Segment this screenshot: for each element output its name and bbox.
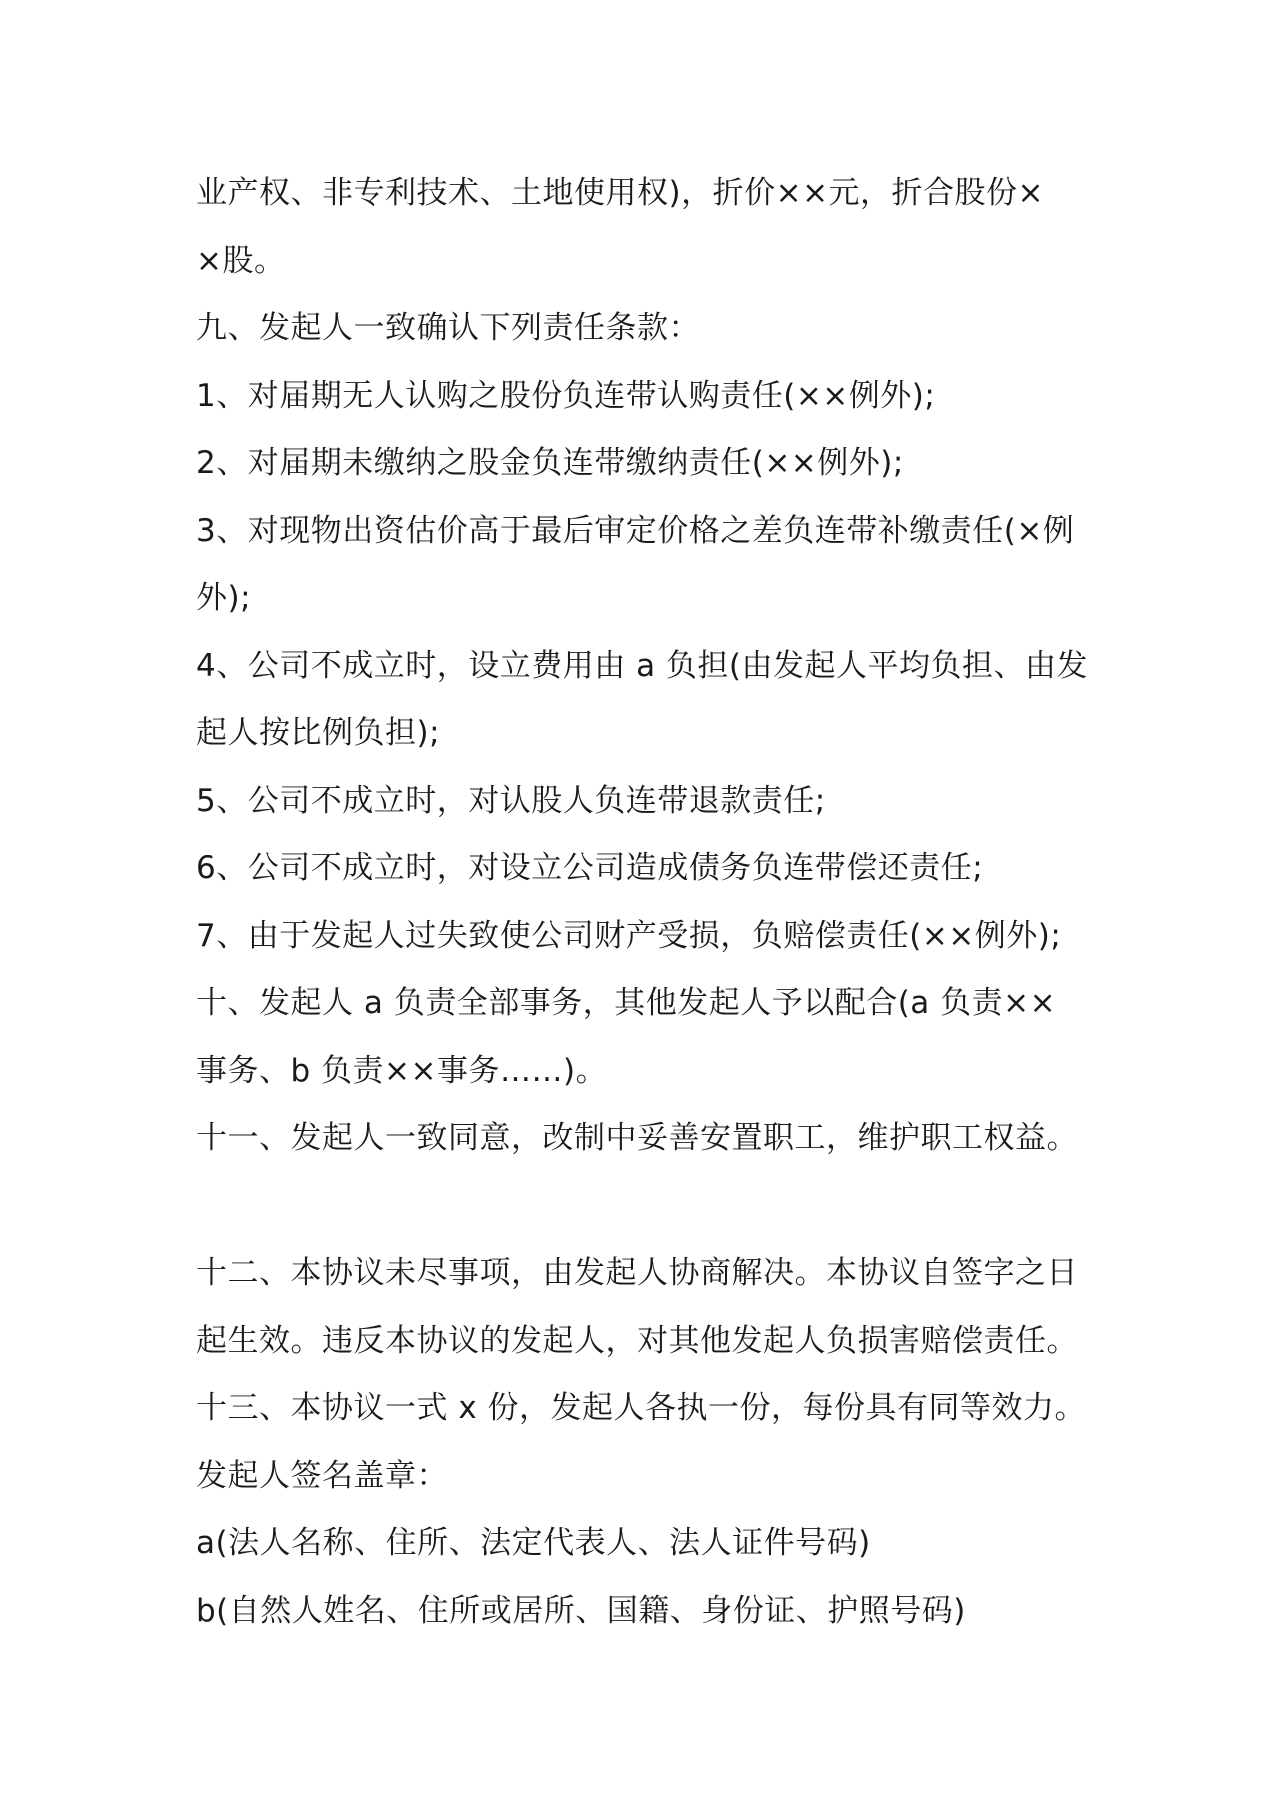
text-line: 起生效。违反本协议的发起人，对其他发起人负损害赔偿责任。 xyxy=(196,1322,1078,1359)
text-line: 5、公司不成立时，对认股人负连带退款责任; xyxy=(196,782,826,819)
text-line: 4、公司不成立时，设立费用由 a 负担(由发起人平均负担、由发 xyxy=(196,647,1089,684)
text-line: 业产权、非专利技术、土地使用权)，折价××元，折合股份× xyxy=(196,175,1045,211)
clause-heading: 十三、本协议一式 x 份，发起人各执一份，每份具有同等效力。 xyxy=(196,1390,1087,1426)
text-line: 7、由于发起人过失致使公司财产受损，负赔偿责任(××例外); xyxy=(196,917,1062,954)
clause-heading: 九、发起人一致确认下列责任条款： xyxy=(196,310,700,346)
clause-heading: 十、发起人 a 负责全部事务，其他发起人予以配合(a 负责×× xyxy=(196,985,1057,1021)
text-line: 3、对现物出资估价高于最后审定价格之差负连带补缴责任(×例 xyxy=(196,512,1075,549)
text-line: 2、对届期未缴纳之股金负连带缴纳责任(××例外); xyxy=(196,445,904,481)
signature-heading: 发起人签名盖章： xyxy=(196,1457,448,1494)
text-line: 6、公司不成立时，对设立公司造成债务负连带偿还责任; xyxy=(196,850,984,886)
paragraph-gap xyxy=(196,1173,1096,1241)
document-page xyxy=(196,160,1096,1645)
clause-heading: 十二、本协议未尽事项，由发起人协商解决。本协议自签字之日 xyxy=(196,1255,1078,1291)
text-line: 1、对届期无人认购之股份负连带认购责任(××例外); xyxy=(196,377,936,414)
text-line: 起人按比例负担); xyxy=(196,715,441,751)
signatory-a: a(法人名称、住所、法定代表人、法人证件号码) xyxy=(196,1525,871,1561)
text-line: 外); xyxy=(196,580,252,616)
text-line: 事务、b 负责××事务……)。 xyxy=(196,1052,608,1089)
clause-heading: 十一、发起人一致同意，改制中妥善安置职工，维护职工权益。 xyxy=(196,1120,1078,1156)
signatory-b: b(自然人姓名、住所或居所、国籍、身份证、护照号码) xyxy=(196,1592,966,1629)
text-line: ×股。 xyxy=(196,242,286,279)
